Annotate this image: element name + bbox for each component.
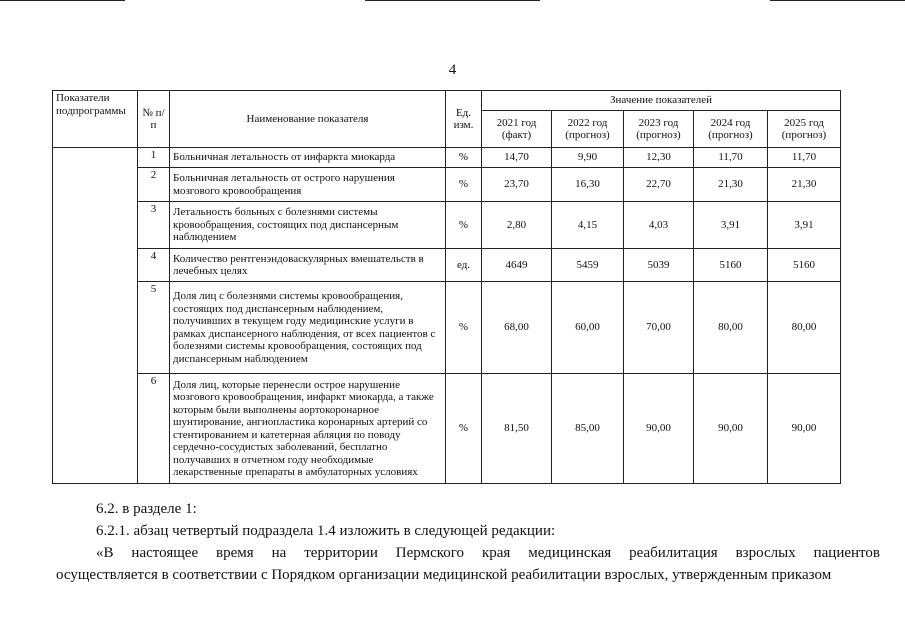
row-num: 5 bbox=[138, 282, 170, 374]
table-row bbox=[53, 148, 841, 168]
paragraph-section-6-2-1: 6.2.1. абзац четвертый подраздела 1.4 изложить в следующей редакции: bbox=[96, 523, 556, 539]
header-values-group: Значение показателей bbox=[482, 91, 841, 111]
row-unit: ед. bbox=[446, 249, 482, 282]
row-num: 1 bbox=[138, 148, 170, 168]
row-value: 5459 bbox=[552, 249, 624, 282]
top-rule-middle bbox=[365, 0, 540, 1]
row-value: 11,70 bbox=[694, 148, 768, 168]
row-value: 11,70 bbox=[768, 148, 841, 168]
row-unit: % bbox=[446, 202, 482, 249]
row-unit: % bbox=[446, 168, 482, 202]
row-value: 5039 bbox=[624, 249, 694, 282]
row-num: 3 bbox=[138, 202, 170, 249]
header-row-1 bbox=[53, 91, 841, 111]
indicators-table bbox=[52, 90, 841, 484]
row-value: 5160 bbox=[694, 249, 768, 282]
row-value: 70,00 bbox=[624, 282, 694, 374]
row-value: 22,70 bbox=[624, 168, 694, 202]
row-value: 80,00 bbox=[694, 282, 768, 374]
paragraph-section-6-2: 6.2. в разделе 1: bbox=[96, 501, 197, 517]
row-name: Больничная летальность от острого нарушения мозгового кровообращения bbox=[170, 168, 446, 202]
row-value: 12,30 bbox=[624, 148, 694, 168]
row-value: 21,30 bbox=[694, 168, 768, 202]
row-value: 16,30 bbox=[552, 168, 624, 202]
row-value: 90,00 bbox=[694, 374, 768, 484]
row-value: 14,70 bbox=[482, 148, 552, 168]
row-num: 4 bbox=[138, 249, 170, 282]
row-value: 3,91 bbox=[694, 202, 768, 249]
row-value: 60,00 bbox=[552, 282, 624, 374]
header-program: Показатели подпрограммы bbox=[53, 91, 138, 148]
header-num: № п/п bbox=[138, 91, 170, 148]
row-num: 6 bbox=[138, 374, 170, 484]
row-unit: % bbox=[446, 148, 482, 168]
row-value: 9,90 bbox=[552, 148, 624, 168]
row-value: 85,00 bbox=[552, 374, 624, 484]
top-rule-right bbox=[770, 0, 905, 1]
row-num: 2 bbox=[138, 168, 170, 202]
header-year: 2023 год (прогноз) bbox=[624, 111, 694, 148]
table-row bbox=[53, 168, 841, 202]
row-value: 4,15 bbox=[552, 202, 624, 249]
row-value: 68,00 bbox=[482, 282, 552, 374]
header-year: 2024 год (прогноз) bbox=[694, 111, 768, 148]
page-number: 4 bbox=[448, 62, 457, 78]
row-name: Количество рентгенэндоваскулярных вмешательств в лечебных целях bbox=[170, 249, 446, 282]
table-row bbox=[53, 249, 841, 282]
table-row bbox=[53, 282, 841, 374]
header-year: 2022 год (прогноз) bbox=[552, 111, 624, 148]
row-value: 90,00 bbox=[768, 374, 841, 484]
row-name: Доля лиц с болезнями системы кровообращения, состоящих под диспансерным наблюдением, получивших в текущем году медицинские услуги в рамках диспансерного наблюдения, от всех пациентов с болезнями системы кровообращения, состоящих под диспансерным наблюдением bbox=[170, 282, 446, 374]
row-value: 5160 bbox=[768, 249, 841, 282]
row-value: 90,00 bbox=[624, 374, 694, 484]
row-value: 3,91 bbox=[768, 202, 841, 249]
row-name: Доля лиц, которые перенесли острое нарушение мозгового кровообращения, инфаркт миокарда, а также которым были выполнены аортокоронарное шунтирование, ангиопластика коронарных артерий со стентированием и катетерная абляция по поводу сердечно-сосудистых заболеваний, бесплатно получавших в отчетном году необходимые лекарственные препараты в амбулаторных условиях bbox=[170, 374, 446, 484]
header-year: 2021 год (факт) bbox=[482, 111, 552, 148]
row-value: 4,03 bbox=[624, 202, 694, 249]
header-unit: Ед. изм. bbox=[446, 91, 482, 148]
row-value: 23,70 bbox=[482, 168, 552, 202]
paragraph-quote-line-2: осуществляется в соответствии с Порядком организации медицинской реабилитации взрослых, утвержденным приказом bbox=[56, 567, 832, 583]
table-row bbox=[53, 374, 841, 484]
program-cell bbox=[53, 148, 138, 484]
row-value: 4649 bbox=[482, 249, 552, 282]
row-value: 81,50 bbox=[482, 374, 552, 484]
header-year: 2025 год (прогноз) bbox=[768, 111, 841, 148]
row-unit: % bbox=[446, 282, 482, 374]
row-value: 80,00 bbox=[768, 282, 841, 374]
row-value: 2,80 bbox=[482, 202, 552, 249]
row-unit: % bbox=[446, 374, 482, 484]
paragraph-quote-line-1: «В настоящее время на территории Пермского края медицинская реабилитация взрослых пациентов bbox=[96, 545, 880, 561]
row-name: Больничная летальность от инфаркта миокарда bbox=[170, 148, 446, 168]
table-row bbox=[53, 202, 841, 249]
top-rule-left bbox=[0, 0, 125, 1]
header-name: Наименование показателя bbox=[170, 91, 446, 148]
row-name: Летальность больных с болезнями системы кровообращения, состоящих под диспансерным наблюдением bbox=[170, 202, 446, 249]
row-value: 21,30 bbox=[768, 168, 841, 202]
